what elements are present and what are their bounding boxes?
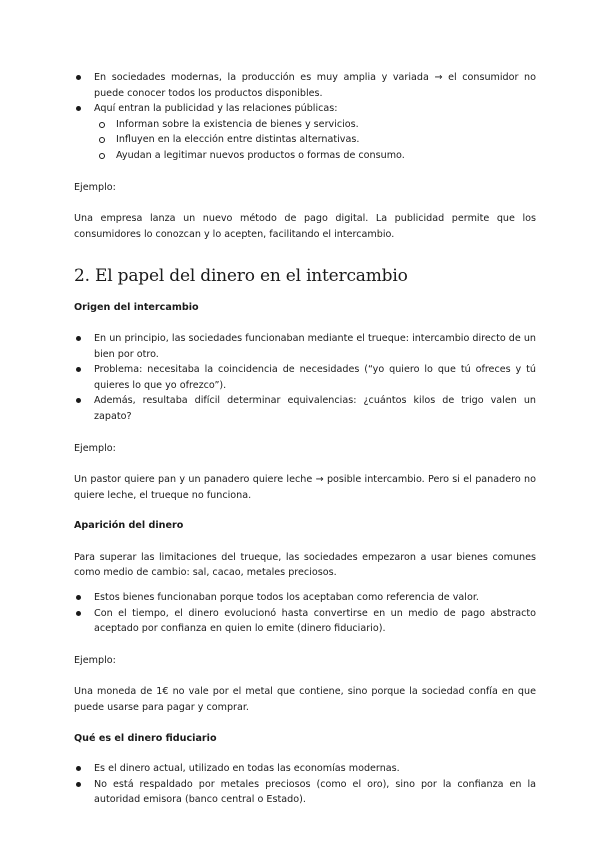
list-item: Además, resultaba difícil determinar equivalencias: ¿cuántos kilos de trigo valen un zapato?	[74, 393, 536, 424]
example-label: Ejemplo:	[74, 181, 116, 193]
sub-list-item: Influyen en la elección entre distintas alternativas.	[74, 132, 536, 148]
example-text: Un pastor quiere pan y un panadero quiere leche → posible intercambio. Pero si el panadero no quiere leche, el trueque no funciona.	[74, 474, 536, 501]
list-item: No está respaldado por metales preciosos (como el oro), sino por la confianza en la autoridad emisora (banco central o Estado).	[74, 777, 536, 808]
sub-list-item: Ayudan a legitimar nuevos productos o formas de consumo.	[74, 148, 536, 164]
fiat-list	[74, 761, 536, 808]
section-heading: 2. El papel del dinero en el intercambio	[74, 266, 408, 287]
subsection-title-origin: Origen del intercambio	[74, 302, 199, 314]
example-text: Una empresa lanza un nuevo método de pago digital. La publicidad permite que los consumidores lo conozcan y lo acepten, facilitando el intercambio.	[74, 213, 536, 240]
list-item: Estos bienes funcionaban porque todos los aceptaban como referencia de valor.	[74, 590, 536, 606]
list-item: Con el tiempo, el dinero evolucionó hasta convertirse en un medio de pago abstracto aceptado por confianza en quien lo emite (dinero fiduciario).	[74, 606, 536, 637]
list-item: Aquí entran la publicidad y las relaciones públicas:	[74, 101, 536, 117]
example-label: Ejemplo:	[74, 442, 116, 454]
origin-list	[74, 331, 536, 425]
list-item: Problema: necesitaba la coincidencia de necesidades (“yo quiero lo que tú ofreces y tú quieres lo que yo ofrezco”).	[74, 362, 536, 393]
money-intro: Para superar las limitaciones del trueque, las sociedades empezaron a usar bienes comunes como medio de cambio: sal, cacao, metales preciosos.	[74, 551, 536, 579]
list-item: En sociedades modernas, la producción es muy amplia y variada → el consumidor no puede conocer todos los productos disponibles.	[74, 70, 536, 101]
publicity-list	[74, 70, 536, 164]
sub-list-item: Informan sobre la existencia de bienes y servicios.	[74, 117, 536, 133]
list-item: En un principio, las sociedades funcionaban mediante el trueque: intercambio directo de un bien por otro.	[74, 331, 536, 362]
list-item: Es el dinero actual, utilizado en todas las economías modernas.	[74, 761, 536, 777]
example-text: Una moneda de 1€ no vale por el metal que contiene, sino porque la sociedad confía en que puede usarse para pagar y comprar.	[74, 686, 536, 714]
example-label: Ejemplo:	[74, 654, 116, 666]
subsection-title-money: Aparición del dinero	[74, 520, 184, 532]
subsection-title-fiat: Qué es el dinero fiduciario	[74, 732, 217, 744]
money-list	[74, 590, 536, 637]
